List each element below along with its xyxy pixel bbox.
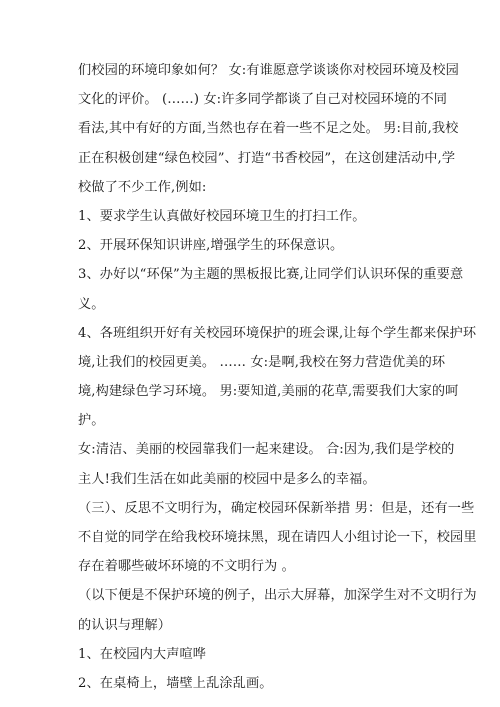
text-line: 女:清洁、美丽的校园靠我们一起来建设。 合:因为,我们是学校的	[78, 442, 455, 458]
text-line: 存在着哪些破坏环境的不文明行为 。	[78, 559, 295, 575]
text-line: 主人!我们生活在如此美丽的校园中是多么的幸福。	[78, 471, 376, 487]
text-line: 们校园的环境印象如何？ 女:有谁愿意学谈谈你对校园环境及校园	[78, 63, 459, 78]
text-line: 1、要求学生认真做好校园环境卫生的打扫工作。	[78, 208, 366, 224]
text-line: 不自觉的同学在给我校环境抹黑，现在请四人小组讨论一下，校园里	[78, 530, 477, 546]
text-line: 4、各班组织开好有关校园环境保护的班会课,让每个学生都来保护环	[78, 325, 477, 341]
text-line: 境,让我们的校园更美。 …… 女:是啊,我校在努力营造优美的环	[78, 354, 446, 370]
text-line: 2、开展环保知识讲座,增强学生的环保意识。	[78, 238, 344, 254]
text-line: 文化的评价。 (……) 女:许多同学都谈了自己对校园环境的不同	[78, 92, 448, 108]
text-line: 的认识与理解）	[78, 617, 172, 633]
text-line: 看法,其中有好的方面,当然也存在着一些不足之处。 男:目前,我校	[78, 121, 459, 137]
text-line: （三）、反思不文明行为，确定校园环保新举措 男：但是，还有一些	[78, 500, 475, 516]
text-line: 护。	[78, 413, 105, 429]
text-line: 境,构建绿色学习环境。 男:要知道,美丽的花草,需要我们大家的呵	[78, 384, 459, 400]
text-line: （以下便是不保护环境的例子，出示大屏幕，加深学生对不文明行为	[78, 588, 477, 604]
text-line: 校做了不少工作,例如:	[78, 179, 207, 195]
text-line: 2、在桌椅上，墙壁上乱涂乱画。	[78, 676, 273, 691]
text-line: 3、办好以“环保”为主题的黑板报比赛,让同学们认识环保的重要意	[78, 267, 464, 283]
text-line: 正在积极创建“绿色校园”、打造“书香校园”，在这创建活动中,学	[78, 150, 456, 166]
text-line: 义。	[78, 296, 105, 312]
text-line: 1、在校园内大声喧哗	[78, 646, 207, 662]
